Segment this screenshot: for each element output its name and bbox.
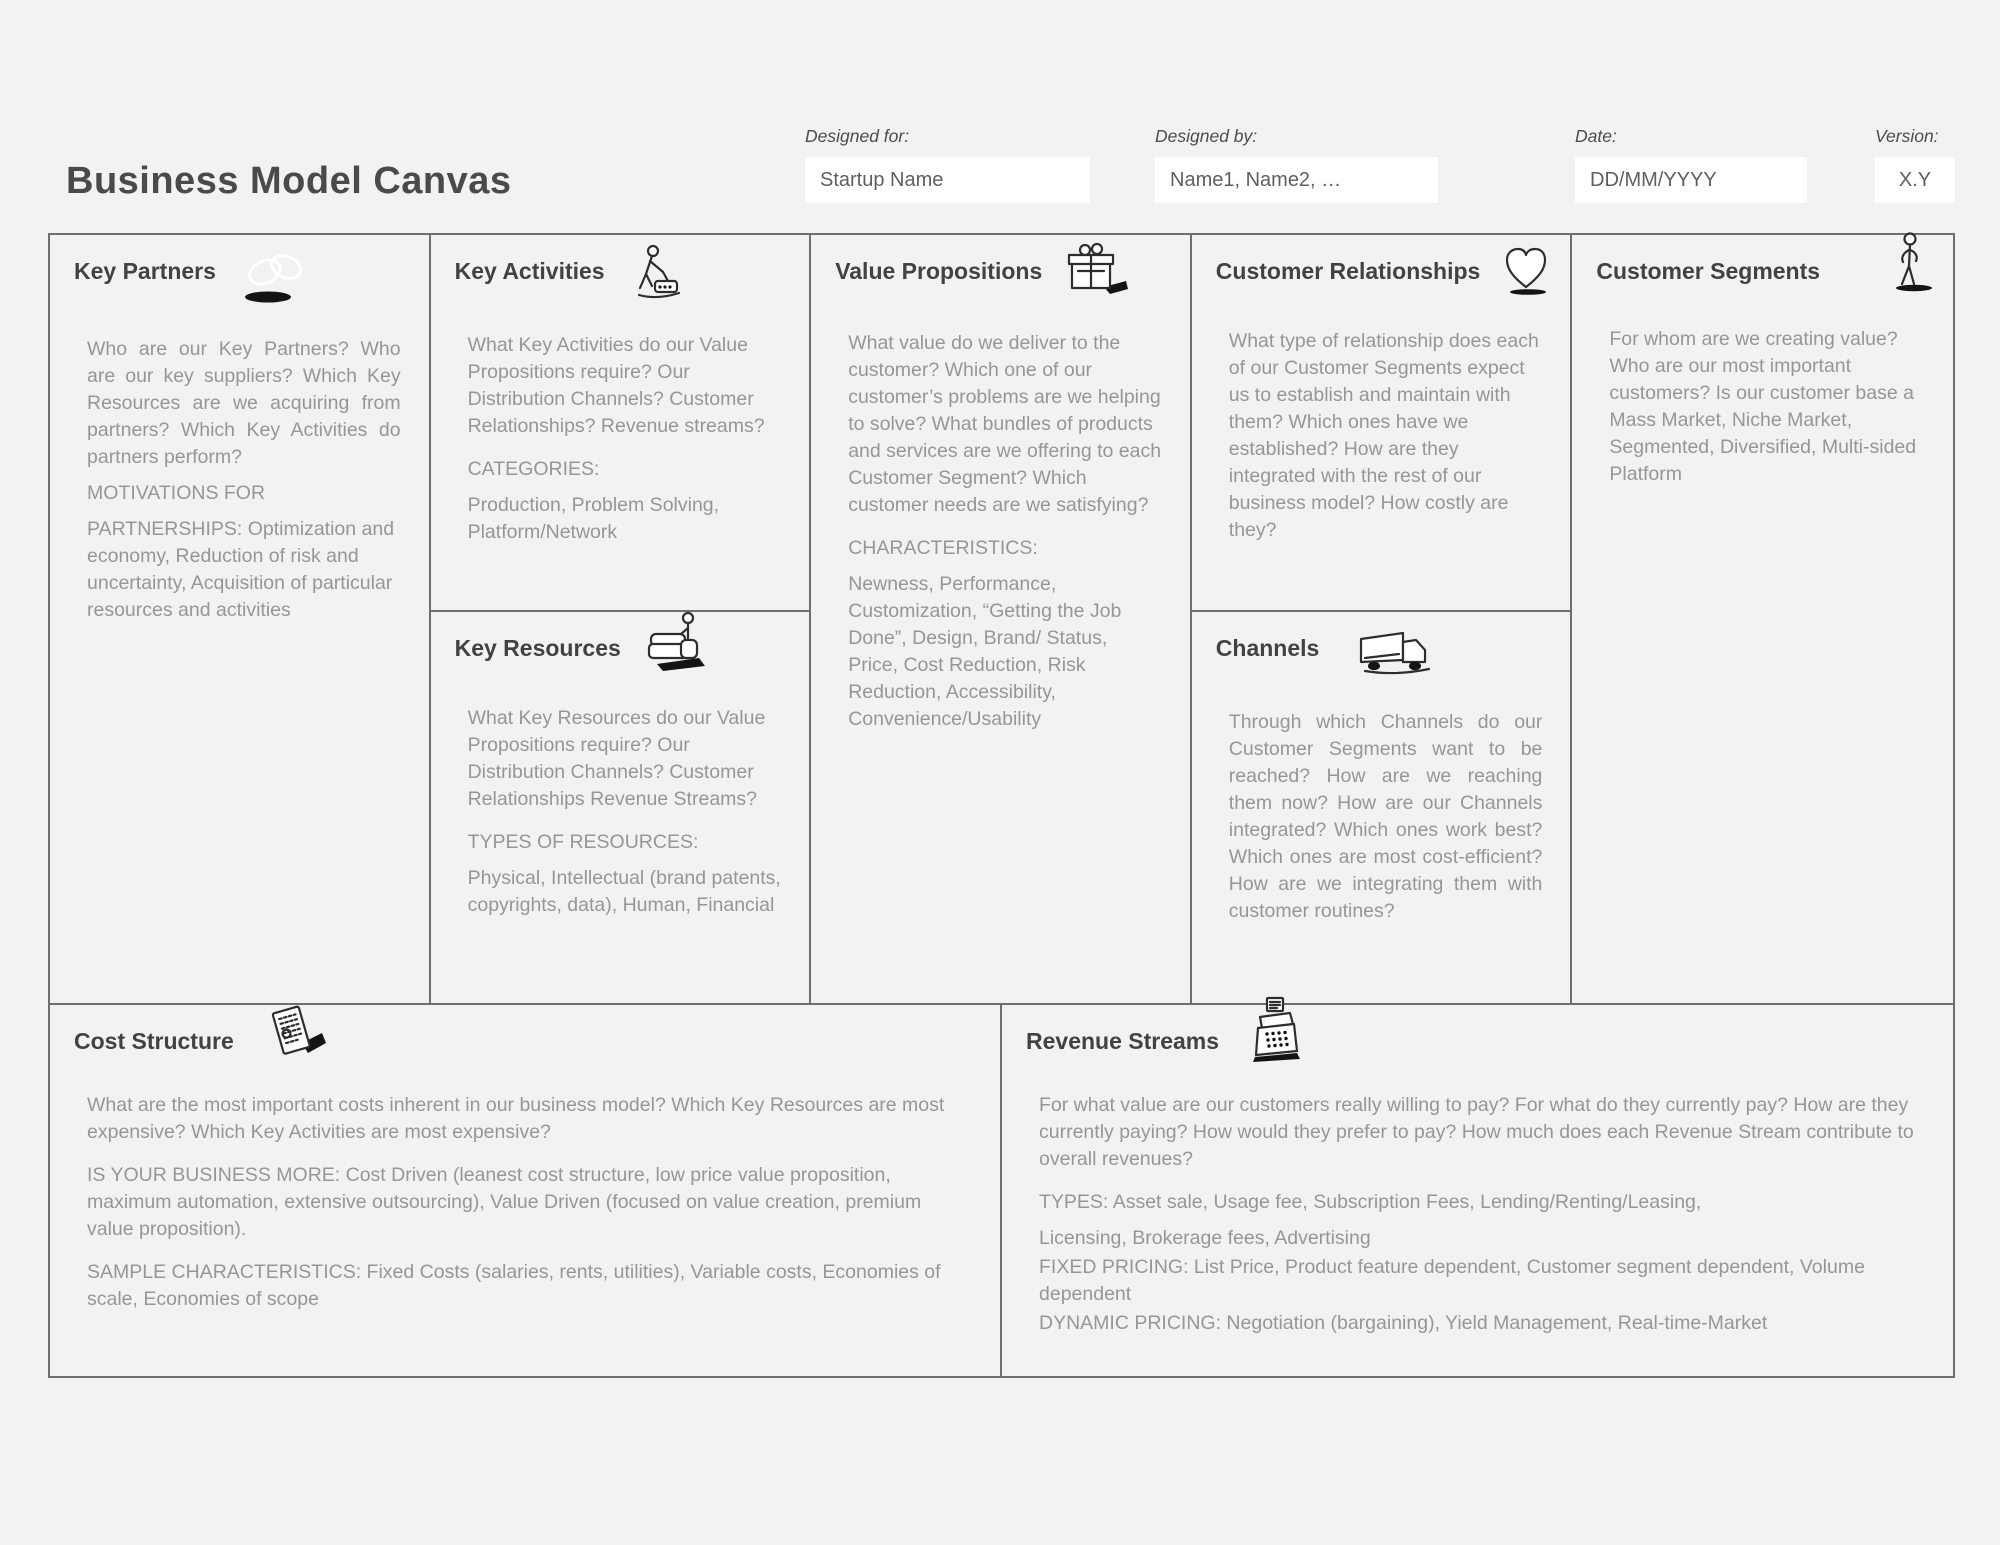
key-activities-text: What Key Activities do our Value Propositions require? Our Distribution Channels? Customer Relationships? Revenue streams?	[467, 334, 765, 437]
value-propositions-text: What value do we deliver to the customer? Which one of our customer’s problems are we helping to solve? What bundles of products and services are we offering to each Customer Segment? Which customer needs are we satisfying?	[848, 332, 1162, 516]
version-field	[1875, 126, 1955, 203]
cost-structure-text: IS YOUR BUSINESS MORE: Cost Driven (leanest cost structure, low price value proposition, maximum automation, extensive outsourcing), Value Driven (focused on value creation, premium value proposition).	[87, 1164, 922, 1240]
designed-by-label: Designed by:	[1155, 126, 1258, 146]
cash-register-icon	[1245, 995, 1305, 1070]
revenue-streams-text: DYNAMIC PRICING: Negotiation (bargaining), Yield Management, Real-time-Market	[1039, 1312, 1768, 1334]
key-activities-text: CATEGORIES:	[467, 458, 600, 480]
chain-links-icon	[238, 249, 312, 310]
version-input[interactable]: X.Y	[1875, 157, 1955, 203]
revenue-streams-text: For what value are our customers really willing to pay? For what do they currently pay? How are they currently paying? How would they prefer to pay? How much does each Revenue Stream contribute to overall revenues?	[1039, 1094, 1914, 1170]
channels-section	[1192, 612, 1573, 1003]
revenue-streams-text: Licensing, Brokerage fees, Advertising	[1039, 1227, 1371, 1249]
value-propositions-section	[811, 235, 1192, 1003]
designed-by-field	[1155, 126, 1438, 203]
worker-icon	[627, 243, 683, 306]
truck-icon	[1357, 624, 1433, 683]
canvas-grid	[48, 233, 1955, 1378]
revenue-streams-text: TYPES: Asset sale, Usage fee, Subscription Fees, Lending/Renting/Leasing,	[1039, 1191, 1702, 1213]
bottom-row	[50, 1003, 1953, 1376]
key-resources-text: What Key Resources do our Value Propositions require? Our Distribution Channels? Customer Relationships Revenue Streams?	[467, 707, 766, 810]
revenue-streams-section	[1002, 1005, 1953, 1376]
furniture-person-icon	[643, 610, 709, 679]
customer-segments-section	[1572, 235, 1953, 1003]
customer-segments-title: Customer Segments	[1596, 258, 1821, 284]
cost-structure-text: SAMPLE CHARACTERISTICS: Fixed Costs (salaries, rents, utilities), Variable costs, Economies of scale, Economies of scope	[87, 1261, 941, 1310]
key-resources-text: Physical, Intellectual (brand patents, copyrights, data), Human, Financial	[467, 867, 781, 916]
key-activities-text: Production, Problem Solving, Platform/Network	[467, 494, 720, 543]
value-propositions-text: Newness, Performance, Customization, “Getting the Job Done”, Design, Brand/ Status, Price, Cost Reduction, Risk Reduction, Accessibility, Convenience/Usability	[848, 573, 1122, 730]
customer-relationships-section	[1192, 235, 1573, 612]
key-partners-title: Key Partners	[74, 258, 216, 284]
key-partners-text: Who are our Key Partners? Who are our key suppliers? Which Key Resources are we acquiring from partners? Which Key Activities do partners perform?	[87, 338, 401, 468]
cost-structure-text: What are the most important costs inherent in our business model? Which Key Resources are most expensive? Which Key Activities are most expensive?	[87, 1094, 945, 1143]
customer-relationships-text: What type of relationship does each of our Customer Segments expect us to establish and maintain with them? Which ones have we established? How are they integrated with the rest of our business model? How costly are they?	[1228, 330, 1539, 541]
gift-icon	[1064, 241, 1130, 304]
customer-segments-text: For whom are we creating value? Who are our most important customers? Is our customer base a Mass Market, Niche Market, Segmented, Diversified, Multi-sided Platform	[1609, 328, 1917, 485]
cost-structure-section	[50, 1005, 1002, 1376]
date-label: Date:	[1575, 126, 1617, 146]
customer-relationships-title: Customer Relationships	[1215, 258, 1481, 284]
value-propositions-text: CHARACTERISTICS:	[848, 537, 1038, 559]
key-resources-title: Key Resources	[454, 635, 621, 661]
revenue-streams-title: Revenue Streams	[1026, 1028, 1220, 1054]
key-partners-section	[50, 235, 431, 1003]
designed-by-input[interactable]: Name1, Name2, …	[1155, 157, 1438, 203]
designed-for-input[interactable]: Startup Name	[805, 157, 1090, 203]
revenue-streams-text: FIXED PRICING: List Price, Product feature dependent, Customer segment dependent, Volume dependent	[1039, 1256, 1865, 1305]
key-resources-section	[431, 612, 812, 1003]
key-resources-text: TYPES OF RESOURCES:	[467, 831, 699, 853]
key-partners-text: PARTNERSHIPS: Optimization and economy, Reduction of risk and uncertainty, Acquisition of particular resources and activities	[87, 518, 395, 621]
heart-icon	[1502, 245, 1550, 302]
designed-for-label: Designed for:	[805, 126, 910, 146]
key-partners-text: MOTIVATIONS FOR	[87, 482, 266, 504]
channels-title: Channels	[1215, 635, 1320, 661]
page-title: Business Model Canvas	[66, 160, 512, 202]
version-label: Version:	[1875, 126, 1939, 146]
date-field	[1575, 126, 1807, 203]
price-receipt-icon	[262, 1001, 332, 1070]
date-input[interactable]: DD/MM/YYYY	[1575, 157, 1807, 203]
designed-for-field	[805, 126, 1090, 203]
cost-structure-title: Cost Structure	[74, 1028, 234, 1054]
key-activities-title: Key Activities	[454, 258, 605, 284]
value-propositions-title: Value Propositions	[835, 258, 1043, 284]
channels-text: Through which Channels do our Customer Segments want to be reached? How are we reaching them now? How are our Channels integrated? Which ones work best? Which ones are most cost-efficient? How are we integrating them with customer routines?	[1228, 711, 1543, 922]
key-activities-section	[431, 235, 812, 612]
person-icon	[1887, 231, 1935, 300]
